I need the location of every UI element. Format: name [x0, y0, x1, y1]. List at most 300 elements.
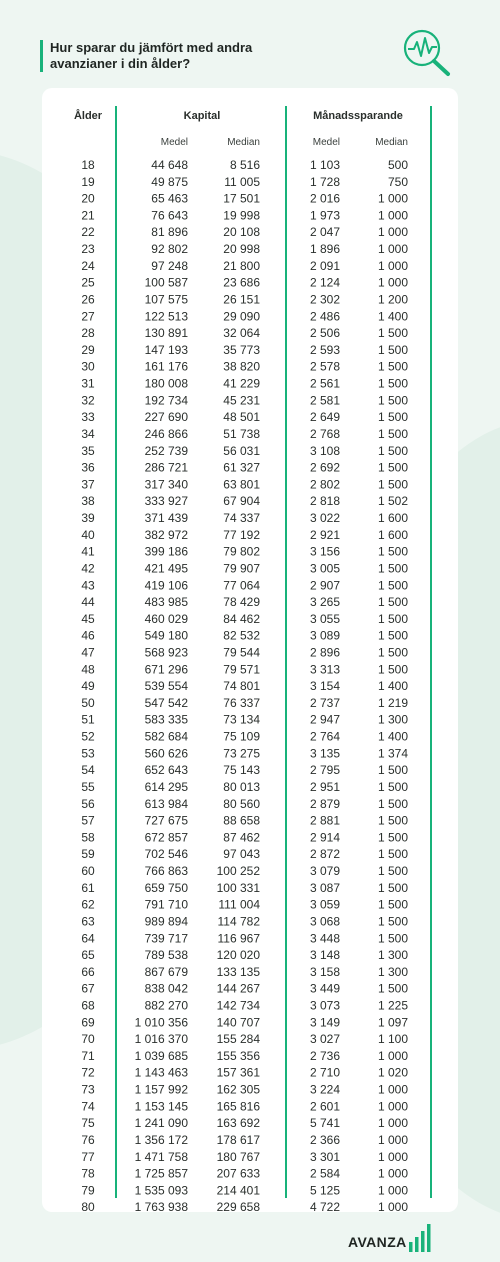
cell-manad-medel: 3 158 — [309, 964, 340, 979]
cell-manad-medel: 2 124 — [309, 275, 340, 290]
header-manadssparande: Månadssparande — [313, 110, 403, 122]
cell-manad-median: 1 000 — [377, 225, 408, 240]
cell-manad-medel: 2 091 — [309, 258, 340, 273]
cell-manad-median: 1 500 — [377, 426, 408, 441]
cell-manad-median: 1 500 — [377, 779, 408, 794]
cell-kapital-median: 100 331 — [216, 880, 260, 895]
cell-kapital-medel: 539 554 — [144, 679, 188, 694]
cell-manad-medel: 2 486 — [309, 309, 340, 324]
cell-manad-median: 1 500 — [377, 981, 408, 996]
cell-alder: 32 — [81, 393, 95, 408]
cell-kapital-median: 157 361 — [216, 1065, 260, 1080]
cell-manad-median: 1 500 — [377, 326, 408, 341]
cell-kapital-median: 79 544 — [223, 645, 260, 660]
subheader-kapital-median: Median — [227, 137, 260, 148]
cell-manad-medel: 2 649 — [309, 410, 340, 425]
cell-alder: 51 — [81, 712, 95, 727]
cell-kapital-median: 207 633 — [216, 1166, 260, 1181]
cell-alder: 55 — [81, 779, 95, 794]
cell-manad-median: 1 374 — [377, 746, 408, 761]
cell-alder: 79 — [81, 1183, 95, 1198]
cell-manad-median: 1 000 — [377, 1166, 408, 1181]
cell-kapital-medel: 382 972 — [144, 527, 188, 542]
cell-kapital-medel: 100 587 — [144, 275, 188, 290]
cell-kapital-medel: 1 153 145 — [134, 1099, 188, 1114]
cell-kapital-median: 100 252 — [216, 864, 260, 879]
cell-manad-median: 1 225 — [377, 998, 408, 1013]
cell-kapital-medel: 659 750 — [144, 880, 188, 895]
cell-alder: 25 — [81, 275, 95, 290]
cell-manad-median: 1 020 — [377, 1065, 408, 1080]
cell-manad-median: 1 300 — [377, 964, 408, 979]
cell-manad-medel: 3 156 — [309, 544, 340, 559]
cell-alder: 56 — [81, 796, 95, 811]
cell-kapital-medel: 582 684 — [144, 729, 188, 744]
cell-alder: 80 — [81, 1200, 95, 1212]
cell-kapital-median: 140 707 — [216, 1015, 260, 1030]
cell-kapital-median: 97 043 — [223, 847, 260, 862]
cell-kapital-median: 67 904 — [223, 494, 260, 509]
cell-kapital-medel: 1 143 463 — [134, 1065, 188, 1080]
cell-manad-median: 1 000 — [377, 1132, 408, 1147]
cell-manad-median: 1 000 — [377, 258, 408, 273]
cell-manad-median: 1 500 — [377, 376, 408, 391]
cell-kapital-medel: 246 866 — [144, 426, 188, 441]
cell-manad-medel: 2 802 — [309, 477, 340, 492]
cell-alder: 48 — [81, 662, 95, 677]
cell-kapital-median: 180 767 — [216, 1149, 260, 1164]
cell-manad-medel: 2 896 — [309, 645, 340, 660]
cell-manad-median: 1 500 — [377, 864, 408, 879]
cell-alder: 61 — [81, 880, 95, 895]
cell-alder: 62 — [81, 897, 95, 912]
cell-kapital-median: 21 800 — [223, 258, 260, 273]
cell-manad-medel: 2 737 — [309, 695, 340, 710]
header-alder: Ålder — [73, 110, 103, 122]
cell-manad-median: 1 500 — [377, 460, 408, 475]
cell-manad-median: 1 000 — [377, 191, 408, 206]
cell-alder: 40 — [81, 527, 95, 542]
cell-kapital-medel: 614 295 — [144, 779, 188, 794]
cell-kapital-median: 133 135 — [216, 964, 260, 979]
cell-alder: 50 — [81, 695, 95, 710]
cell-manad-medel: 2 764 — [309, 729, 340, 744]
cell-manad-median: 1 500 — [377, 578, 408, 593]
cell-alder: 19 — [81, 174, 95, 189]
cell-kapital-medel: 460 029 — [144, 611, 188, 626]
cell-kapital-median: 80 013 — [223, 779, 260, 794]
cell-kapital-median: 56 031 — [223, 443, 260, 458]
cell-alder: 58 — [81, 830, 95, 845]
cell-alder: 54 — [81, 763, 95, 778]
cell-manad-median: 750 — [387, 174, 408, 189]
cell-manad-median: 1 500 — [377, 830, 408, 845]
cell-manad-medel: 3 301 — [309, 1149, 340, 1164]
cell-kapital-median: 78 429 — [223, 595, 260, 610]
cell-manad-medel: 2 506 — [309, 326, 340, 341]
cell-manad-median: 1 000 — [377, 242, 408, 257]
cell-alder: 22 — [81, 225, 95, 240]
cell-manad-medel: 2 047 — [309, 225, 340, 240]
cell-manad-medel: 3 068 — [309, 914, 340, 929]
cell-kapital-median: 163 692 — [216, 1116, 260, 1131]
cell-manad-median: 1 500 — [377, 611, 408, 626]
cell-manad-median: 1 000 — [377, 1200, 408, 1212]
cell-manad-medel: 2 593 — [309, 342, 340, 357]
cell-manad-medel: 2 872 — [309, 847, 340, 862]
cell-kapital-medel: 44 648 — [151, 158, 188, 172]
cell-kapital-medel: 727 675 — [144, 813, 188, 828]
cell-kapital-medel: 672 857 — [144, 830, 188, 845]
cell-kapital-median: 35 773 — [223, 342, 260, 357]
cell-kapital-medel: 1 535 093 — [134, 1183, 188, 1198]
cell-manad-medel: 3 265 — [309, 595, 340, 610]
cell-alder: 37 — [81, 477, 95, 492]
cell-manad-medel: 1 973 — [309, 208, 340, 223]
cell-kapital-medel: 838 042 — [144, 981, 188, 996]
cell-kapital-medel: 671 296 — [144, 662, 188, 677]
cell-manad-median: 1 200 — [377, 292, 408, 307]
cell-kapital-medel: 1 356 172 — [134, 1132, 188, 1147]
cell-kapital-median: 48 501 — [223, 410, 260, 425]
cell-kapital-median: 61 327 — [223, 460, 260, 475]
cell-manad-medel: 2 366 — [309, 1132, 340, 1147]
cell-manad-median: 1 600 — [377, 527, 408, 542]
cell-manad-median: 1 400 — [377, 729, 408, 744]
cell-manad-medel: 5 125 — [309, 1183, 340, 1198]
cell-manad-median: 1 500 — [377, 796, 408, 811]
cell-manad-median: 1 000 — [377, 275, 408, 290]
cell-manad-median: 1 100 — [377, 1032, 408, 1047]
cell-kapital-medel: 1 157 992 — [134, 1082, 188, 1097]
cell-kapital-median: 41 229 — [223, 376, 260, 391]
cell-kapital-median: 73 134 — [223, 712, 260, 727]
cell-manad-medel: 2 584 — [309, 1166, 340, 1181]
cell-kapital-median: 79 571 — [223, 662, 260, 677]
cell-manad-median: 1 500 — [377, 662, 408, 677]
cell-manad-median: 1 500 — [377, 359, 408, 374]
cell-alder: 31 — [81, 376, 95, 391]
cell-kapital-medel: 161 176 — [144, 359, 188, 374]
cell-kapital-medel: 882 270 — [144, 998, 188, 1013]
cell-kapital-median: 26 151 — [223, 292, 260, 307]
cell-manad-medel: 3 154 — [309, 679, 340, 694]
cell-kapital-median: 77 064 — [223, 578, 260, 593]
cell-kapital-medel: 613 984 — [144, 796, 188, 811]
cell-alder: 33 — [81, 410, 95, 425]
cell-manad-median: 1 500 — [377, 393, 408, 408]
cell-manad-median: 1 000 — [377, 1149, 408, 1164]
cell-alder: 42 — [81, 561, 95, 576]
cell-manad-medel: 3 135 — [309, 746, 340, 761]
cell-alder: 70 — [81, 1032, 95, 1047]
cell-manad-medel: 3 022 — [309, 511, 340, 526]
cell-kapital-medel: 130 891 — [144, 326, 188, 341]
cell-manad-median: 1 097 — [377, 1015, 408, 1030]
cell-kapital-median: 142 734 — [216, 998, 260, 1013]
cell-alder: 67 — [81, 981, 95, 996]
cell-kapital-medel: 867 679 — [144, 964, 188, 979]
cell-kapital-median: 32 064 — [223, 326, 260, 341]
cell-manad-medel: 1 896 — [309, 242, 340, 257]
cell-kapital-medel: 1 471 758 — [134, 1149, 188, 1164]
cell-kapital-medel: 989 894 — [144, 914, 188, 929]
cell-kapital-medel: 107 575 — [144, 292, 188, 307]
cell-kapital-median: 63 801 — [223, 477, 260, 492]
cell-alder: 52 — [81, 729, 95, 744]
cell-manad-medel: 2 710 — [309, 1065, 340, 1080]
page-title: Hur sparar du jämfört med andra avanzianer i din ålder? — [40, 40, 280, 72]
cell-kapital-median: 8 516 — [229, 158, 260, 172]
data-table — [42, 88, 458, 1212]
cell-manad-medel: 2 736 — [309, 1048, 340, 1063]
cell-manad-medel: 3 089 — [309, 628, 340, 643]
cell-alder: 72 — [81, 1065, 95, 1080]
cell-manad-median: 1 500 — [377, 931, 408, 946]
cell-manad-medel: 3 079 — [309, 864, 340, 879]
cell-manad-median: 1 500 — [377, 410, 408, 425]
cell-alder: 63 — [81, 914, 95, 929]
cell-kapital-medel: 549 180 — [144, 628, 188, 643]
cell-alder: 41 — [81, 544, 95, 559]
cell-kapital-medel: 1 725 857 — [134, 1166, 188, 1181]
cell-kapital-medel: 1 016 370 — [134, 1032, 188, 1047]
cell-manad-medel: 2 951 — [309, 779, 340, 794]
cell-kapital-medel: 1 763 938 — [134, 1200, 188, 1212]
cell-kapital-medel: 789 538 — [144, 948, 188, 963]
cell-alder: 38 — [81, 494, 95, 509]
cell-kapital-median: 51 738 — [223, 426, 260, 441]
cell-kapital-median: 17 501 — [223, 191, 260, 206]
cell-kapital-medel: 227 690 — [144, 410, 188, 425]
cell-manad-median: 1 300 — [377, 712, 408, 727]
cell-kapital-medel: 791 710 — [144, 897, 188, 912]
cell-kapital-medel: 1 039 685 — [134, 1048, 188, 1063]
cell-manad-medel: 5 741 — [309, 1116, 340, 1131]
cell-manad-medel: 2 907 — [309, 578, 340, 593]
cell-kapital-median: 155 356 — [216, 1048, 260, 1063]
cell-manad-medel: 3 313 — [309, 662, 340, 677]
cell-kapital-median: 77 192 — [223, 527, 260, 542]
cell-manad-medel: 2 561 — [309, 376, 340, 391]
cell-alder: 36 — [81, 460, 95, 475]
cell-alder: 24 — [81, 258, 95, 273]
cell-manad-medel: 2 581 — [309, 393, 340, 408]
cell-alder: 76 — [81, 1132, 95, 1147]
cell-kapital-median: 23 686 — [223, 275, 260, 290]
cell-kapital-medel: 180 008 — [144, 376, 188, 391]
cell-kapital-median: 82 532 — [223, 628, 260, 643]
cell-kapital-median: 114 782 — [217, 914, 260, 929]
cell-alder: 45 — [81, 611, 95, 626]
cell-manad-medel: 3 005 — [309, 561, 340, 576]
cell-alder: 68 — [81, 998, 95, 1013]
cell-kapital-medel: 65 463 — [151, 191, 188, 206]
cell-manad-median: 1 500 — [377, 645, 408, 660]
cell-kapital-medel: 92 802 — [151, 242, 188, 257]
cell-alder: 44 — [81, 595, 95, 610]
cell-manad-median: 1 300 — [377, 948, 408, 963]
cell-manad-medel: 3 108 — [309, 443, 340, 458]
cell-manad-medel: 2 692 — [309, 460, 340, 475]
cell-alder: 27 — [81, 309, 95, 324]
cell-alder: 43 — [81, 578, 95, 593]
cell-manad-median: 1 500 — [377, 897, 408, 912]
subheader-kapital-medel: Medel — [160, 137, 188, 148]
brand-name: AVANZA — [348, 1234, 407, 1250]
cell-manad-medel: 3 055 — [309, 611, 340, 626]
cell-kapital-median: 74 337 — [223, 511, 260, 526]
cell-kapital-median: 11 005 — [224, 174, 260, 189]
cell-alder: 46 — [81, 628, 95, 643]
cell-alder: 75 — [81, 1116, 95, 1131]
cell-manad-median: 1 500 — [377, 443, 408, 458]
cell-kapital-median: 20 998 — [223, 242, 260, 257]
cell-kapital-medel: 333 927 — [144, 494, 188, 509]
cell-manad-median: 1 500 — [377, 342, 408, 357]
cell-alder: 74 — [81, 1099, 95, 1114]
subheader-manad-median: Median — [375, 137, 408, 148]
cell-kapital-medel: 547 542 — [144, 695, 188, 710]
cell-manad-median: 500 — [387, 158, 408, 172]
cell-alder: 39 — [81, 511, 95, 526]
cell-manad-median: 1 500 — [377, 914, 408, 929]
cell-kapital-median: 79 802 — [223, 544, 260, 559]
cell-kapital-medel: 252 739 — [144, 443, 188, 458]
cell-kapital-medel: 421 495 — [144, 561, 188, 576]
cell-kapital-medel: 702 546 — [144, 847, 188, 862]
cell-manad-median: 1 500 — [377, 628, 408, 643]
cell-kapital-medel: 76 643 — [151, 208, 188, 223]
header-kapital: Kapital — [183, 110, 221, 122]
cell-alder: 47 — [81, 645, 95, 660]
cell-kapital-median: 29 090 — [223, 309, 260, 324]
cell-alder: 69 — [81, 1015, 95, 1030]
cell-manad-medel: 3 073 — [309, 998, 340, 1013]
cell-manad-median: 1 400 — [377, 679, 408, 694]
cell-manad-median: 1 500 — [377, 763, 408, 778]
cell-kapital-median: 73 275 — [223, 746, 260, 761]
cell-kapital-medel: 192 734 — [144, 393, 188, 408]
cell-alder: 20 — [81, 191, 95, 206]
cell-manad-median: 1 600 — [377, 511, 408, 526]
cell-manad-medel: 2 818 — [309, 494, 340, 509]
cell-kapital-median: 76 337 — [223, 695, 260, 710]
cell-kapital-median: 116 967 — [217, 931, 260, 946]
cell-kapital-medel: 122 513 — [144, 309, 188, 324]
cell-kapital-medel: 97 248 — [151, 258, 188, 273]
cell-manad-medel: 3 448 — [309, 931, 340, 946]
cell-manad-medel: 3 148 — [309, 948, 340, 963]
cell-kapital-medel: 1 010 356 — [134, 1015, 188, 1030]
cell-kapital-median: 74 801 — [223, 679, 260, 694]
cell-alder: 23 — [81, 242, 95, 257]
cell-kapital-median: 88 658 — [223, 813, 260, 828]
cell-kapital-median: 111 004 — [218, 897, 260, 912]
cell-kapital-median: 45 231 — [223, 393, 260, 408]
cell-kapital-medel: 568 923 — [144, 645, 188, 660]
cell-kapital-median: 75 143 — [223, 763, 260, 778]
cell-manad-median: 1 000 — [377, 1099, 408, 1114]
cell-kapital-median: 84 462 — [223, 611, 260, 626]
cell-kapital-medel: 371 439 — [144, 511, 188, 526]
cell-alder: 29 — [81, 342, 95, 357]
cell-manad-median: 1 000 — [377, 1116, 408, 1131]
magnifier-chart-icon — [398, 26, 452, 78]
cell-manad-median: 1 500 — [377, 813, 408, 828]
cell-kapital-median: 38 820 — [223, 359, 260, 374]
cell-kapital-median: 75 109 — [223, 729, 260, 744]
cell-manad-median: 1 400 — [377, 309, 408, 324]
cell-kapital-medel: 399 186 — [144, 544, 188, 559]
cell-manad-medel: 2 601 — [309, 1099, 340, 1114]
cell-alder: 30 — [81, 359, 95, 374]
cell-kapital-median: 229 658 — [216, 1200, 260, 1212]
cell-kapital-median: 19 998 — [223, 208, 260, 223]
cell-kapital-median: 214 401 — [216, 1183, 260, 1198]
cell-kapital-median: 178 617 — [216, 1132, 260, 1147]
cell-alder: 53 — [81, 746, 95, 761]
cell-kapital-median: 144 267 — [216, 981, 260, 996]
cell-manad-medel: 2 578 — [309, 359, 340, 374]
cell-kapital-median: 120 020 — [216, 948, 260, 963]
cell-manad-median: 1 500 — [377, 847, 408, 862]
cell-manad-medel: 2 016 — [309, 191, 340, 206]
cell-kapital-medel: 583 335 — [144, 712, 188, 727]
cell-manad-median: 1 000 — [377, 1183, 408, 1198]
cell-manad-medel: 3 087 — [309, 880, 340, 895]
cell-manad-medel: 3 059 — [309, 897, 340, 912]
cell-alder: 73 — [81, 1082, 95, 1097]
cell-kapital-medel: 81 896 — [151, 225, 188, 240]
data-table-card — [42, 88, 458, 1212]
cell-manad-medel: 3 224 — [309, 1082, 340, 1097]
cell-manad-medel: 2 768 — [309, 426, 340, 441]
cell-kapital-medel: 419 106 — [144, 578, 188, 593]
cell-kapital-medel: 483 985 — [144, 595, 188, 610]
cell-manad-median: 1 000 — [377, 1048, 408, 1063]
cell-alder: 78 — [81, 1166, 95, 1181]
cell-manad-medel: 4 722 — [309, 1200, 340, 1212]
cell-alder: 18 — [81, 158, 95, 172]
cell-alder: 65 — [81, 948, 95, 963]
subheader-manad-medel: Medel — [312, 137, 340, 148]
cell-manad-median: 1 219 — [377, 695, 408, 710]
cell-alder: 26 — [81, 292, 95, 307]
cell-manad-median: 1 502 — [377, 494, 408, 509]
cell-alder: 71 — [81, 1048, 95, 1063]
cell-manad-medel: 2 921 — [309, 527, 340, 542]
cell-manad-medel: 2 947 — [309, 712, 340, 727]
cell-kapital-median: 80 560 — [223, 796, 260, 811]
cell-alder: 60 — [81, 864, 95, 879]
cell-manad-median: 1 500 — [377, 544, 408, 559]
cell-alder: 66 — [81, 964, 95, 979]
cell-kapital-median: 79 907 — [223, 561, 260, 576]
cell-manad-medel: 2 881 — [309, 813, 340, 828]
cell-kapital-median: 165 816 — [216, 1099, 260, 1114]
cell-kapital-median: 20 108 — [223, 225, 260, 240]
avanza-bars-icon — [409, 1222, 435, 1252]
cell-kapital-medel: 739 717 — [144, 931, 188, 946]
cell-kapital-medel: 560 626 — [144, 746, 188, 761]
cell-kapital-median: 162 305 — [216, 1082, 260, 1097]
cell-manad-medel: 1 103 — [309, 158, 340, 172]
cell-alder: 49 — [81, 679, 95, 694]
cell-alder: 34 — [81, 426, 95, 441]
cell-alder: 28 — [81, 326, 95, 341]
cell-manad-median: 1 500 — [377, 880, 408, 895]
